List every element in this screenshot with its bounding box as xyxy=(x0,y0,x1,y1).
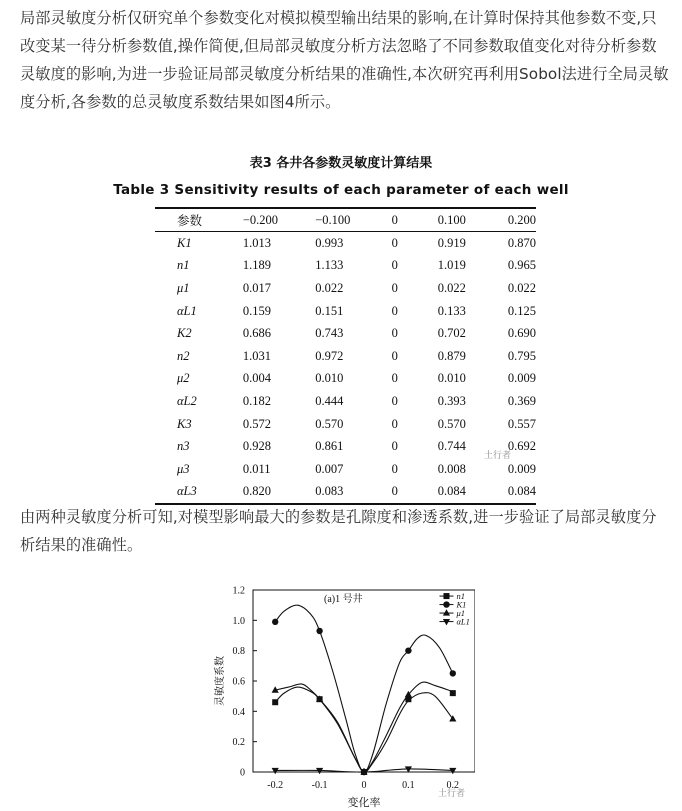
plot-frame xyxy=(253,590,475,772)
x-tick-label: -0.1 xyxy=(311,780,328,791)
value-cell: 0.084 xyxy=(432,481,502,505)
parameter-cell: αL1 xyxy=(177,303,197,318)
value-cell: 0.022 xyxy=(315,280,344,295)
value-cell: 0.008 xyxy=(437,461,466,476)
value-cell: 0.125 xyxy=(507,303,536,318)
table-header-cell: 参数 xyxy=(155,208,237,232)
parameter-cell: K2 xyxy=(177,326,192,341)
value-cell: 0.972 xyxy=(315,348,344,363)
table-row xyxy=(155,322,536,345)
value-cell: 0 xyxy=(391,303,398,318)
value-cell: 1.031 xyxy=(242,348,271,363)
value-cell: 1.019 xyxy=(437,258,466,273)
parameter-cell: n1 xyxy=(177,258,190,273)
data-point-marker xyxy=(272,699,278,705)
value-cell: 0.686 xyxy=(242,326,271,341)
value-cell: 0.557 xyxy=(507,416,536,431)
value-cell: 0.010 xyxy=(315,371,344,386)
table-caption-chinese: 表3 各井各参数灵敏度计算结果 xyxy=(249,156,433,171)
value-cell: 0.159 xyxy=(242,303,271,318)
parameter-cell: μ1 xyxy=(177,280,190,295)
series-μ1 xyxy=(272,682,457,774)
value-cell: 0 xyxy=(391,439,398,454)
watermark: 土行者 xyxy=(484,451,512,461)
legend-label: n1 xyxy=(456,591,465,602)
data-point-marker xyxy=(443,609,450,615)
series-k1 xyxy=(272,605,456,775)
value-cell: 0 xyxy=(391,326,398,341)
value-cell: 0.919 xyxy=(437,235,466,250)
value-cell: 1.013 xyxy=(242,235,271,250)
table-header-cell: 0 xyxy=(382,208,432,232)
x-tick-label: 0.2 xyxy=(446,780,460,791)
value-cell: 1.133 xyxy=(315,258,344,273)
value-cell: 0.022 xyxy=(437,280,466,295)
table-header-row xyxy=(155,208,536,232)
table-header-cell: −0.100 xyxy=(309,208,381,232)
value-cell: 0.702 xyxy=(437,326,466,341)
value-cell: 0.744 xyxy=(437,439,466,454)
value-cell: 0.743 xyxy=(315,326,344,341)
value-cell: 0.820 xyxy=(237,481,309,505)
legend-label: αL1 xyxy=(456,616,470,627)
value-cell: 0.795 xyxy=(507,348,536,363)
y-tick-label: 1.2 xyxy=(232,585,245,597)
value-cell: 0 xyxy=(391,371,398,386)
value-cell: 0.861 xyxy=(315,439,344,454)
value-cell: 0.084 xyxy=(502,481,536,505)
value-cell: 0.870 xyxy=(507,235,536,250)
series-line xyxy=(275,682,453,772)
series-line xyxy=(275,687,453,772)
legend-entry xyxy=(439,617,469,627)
chart-title: (a)1 号井 xyxy=(324,594,363,606)
value-cell: 0.004 xyxy=(242,371,271,386)
value-cell: 0.010 xyxy=(437,371,466,386)
table-header-cell: 0.100 xyxy=(432,208,502,232)
value-cell: 0 xyxy=(391,416,398,431)
parameter-cell: n2 xyxy=(177,348,190,363)
data-point-marker xyxy=(449,768,456,774)
value-cell: 0.572 xyxy=(242,416,271,431)
value-cell: 0.083 xyxy=(309,481,381,505)
value-cell: 0 xyxy=(391,258,398,273)
value-cell: 0 xyxy=(391,235,398,250)
y-tick-label: 0.8 xyxy=(232,646,245,658)
data-point-marker xyxy=(443,619,450,625)
value-cell: 0.022 xyxy=(507,280,536,295)
value-cell: 0 xyxy=(391,280,398,295)
table-row xyxy=(155,413,536,436)
intro-paragraph: 局部灵敏度分析仅研究单个参数变化对模拟模型输出结果的影响,在计算时保持其他参数不变,只改变某一待分析参数值,操作简便,但局部灵敏度分析方法忽略了不同参数取值变化对待分析参数灵敏度的影响,为进一步验证局部灵敏度分析结果的准确性,本次研究再利用Sobol法进行全局灵敏度分析,各参数的总灵敏度系数结果如图4所示。 xyxy=(20,9,669,111)
x-tick-label: -0.2 xyxy=(267,780,284,791)
value-cell: 0.151 xyxy=(315,303,344,318)
value-cell: 0.393 xyxy=(437,393,466,408)
value-cell: 0.965 xyxy=(507,258,536,273)
table-header-cell: 0.200 xyxy=(502,208,536,232)
parameter-cell: μ2 xyxy=(177,371,190,386)
table-row xyxy=(155,300,536,323)
value-cell: 0 xyxy=(391,348,398,363)
x-axis-label: 变化率 xyxy=(347,796,381,808)
table-row xyxy=(155,345,536,368)
y-tick-label: 1.0 xyxy=(232,615,245,627)
value-cell: 0.993 xyxy=(315,235,344,250)
value-cell: 0.692 xyxy=(507,439,536,454)
parameter-cell: n3 xyxy=(177,439,190,454)
sensitivity-line-chart xyxy=(205,582,475,808)
table-row xyxy=(155,481,536,505)
value-cell: 0.444 xyxy=(315,393,344,408)
legend-label: K1 xyxy=(456,599,467,610)
conclusion-paragraph: 由两种灵敏度分析可知,对模型影响最大的参数是孔隙度和渗透系数,进一步验证了局部灵敏度分析结果的准确性。 xyxy=(20,508,657,554)
value-cell: 0.570 xyxy=(437,416,466,431)
table-row xyxy=(155,390,536,413)
table-row xyxy=(155,458,536,481)
data-point-marker xyxy=(316,628,322,634)
parameter-cell: αL2 xyxy=(177,393,197,408)
parameter-cell: K1 xyxy=(177,235,192,250)
watermark: 土行者 xyxy=(438,789,466,799)
data-point-marker xyxy=(272,768,279,774)
value-cell: 0.928 xyxy=(242,439,271,454)
value-cell: 0 xyxy=(391,393,398,408)
table-header-cell: −0.200 xyxy=(237,208,309,232)
value-cell: 0 xyxy=(382,481,432,505)
x-tick-label: 0 xyxy=(361,780,367,791)
sensitivity-table xyxy=(155,207,536,505)
table-row xyxy=(155,232,536,255)
value-cell: 1.189 xyxy=(242,258,271,273)
value-cell: 0.879 xyxy=(437,348,466,363)
table-row xyxy=(155,435,536,458)
table-row xyxy=(155,255,536,278)
parameter-cell: K3 xyxy=(177,416,192,431)
data-point-marker xyxy=(443,601,449,607)
series-αl1 xyxy=(272,766,457,775)
y-tick-label: 0.6 xyxy=(232,676,245,688)
parameter-cell: αL3 xyxy=(155,481,237,505)
data-point-marker xyxy=(272,619,278,625)
y-axis-label: 灵敏度系数 xyxy=(215,656,226,706)
value-cell: 0.369 xyxy=(507,393,536,408)
table-caption-english: Table 3 Sensitivity results of each parameter of each well xyxy=(113,182,569,198)
value-cell: 0.007 xyxy=(315,461,344,476)
value-cell: 0.017 xyxy=(242,280,271,295)
parameter-cell: μ3 xyxy=(177,461,190,476)
data-point-marker xyxy=(450,670,456,676)
data-point-marker xyxy=(443,593,449,599)
series-n1 xyxy=(272,687,456,775)
table-row xyxy=(155,368,536,391)
table-body xyxy=(155,232,536,505)
value-cell: 0.690 xyxy=(507,326,536,341)
value-cell: 0.133 xyxy=(437,303,466,318)
y-tick-label: 0.2 xyxy=(232,737,245,749)
value-cell: 0 xyxy=(391,461,398,476)
table-row xyxy=(155,277,536,300)
value-cell: 0.182 xyxy=(242,393,271,408)
value-cell: 0.011 xyxy=(242,461,271,476)
y-tick-label: 0 xyxy=(240,767,245,779)
legend-label: μ1 xyxy=(456,608,466,619)
data-point-marker xyxy=(405,647,411,653)
series-line xyxy=(275,605,453,772)
value-cell: 0.009 xyxy=(507,371,536,386)
y-tick-label: 0.4 xyxy=(232,706,245,718)
value-cell: 0.570 xyxy=(315,416,344,431)
value-cell: 0.009 xyxy=(507,461,536,476)
x-tick-label: 0.1 xyxy=(402,780,415,791)
